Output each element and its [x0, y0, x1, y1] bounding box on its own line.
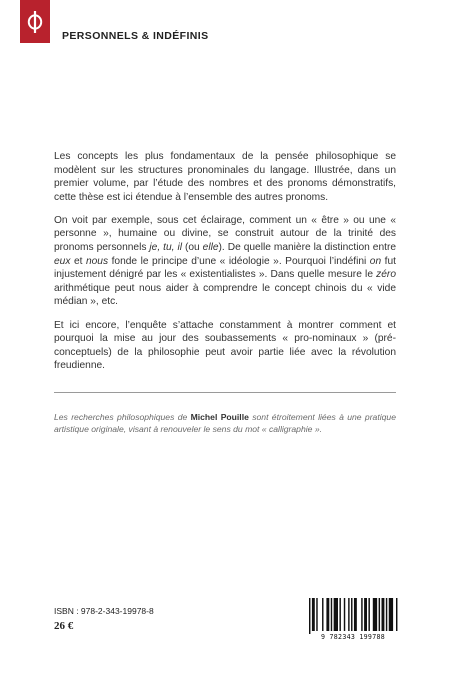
paragraph-2 [54, 214, 396, 309]
isbn-label: ISBN : 978-2-343-19978-8 [54, 606, 154, 616]
section-divider [54, 392, 396, 393]
author-name: Michel Pouille [190, 412, 249, 422]
text-run: fonde le principe d’une « idéologie ». Pourquoi l’indéfini [108, 255, 370, 267]
text-run: arithmétique peut nous aider à comprendre le concept chinois du « vide médian », etc. [54, 282, 396, 308]
paragraph-3: Et ici encore, l’enquête s’attache constamment à montrer comment et pourquoi la mise au jour des soubassements « pro-nominaux » (pré-conceptuels) de la philosophie peut avoir partie liée avec la révolution freudienne. [54, 319, 396, 372]
barcode-bars [305, 598, 401, 634]
italic-run: je, tu, il [149, 242, 182, 254]
italic-run: elle [202, 242, 219, 254]
text-run: (ou [181, 242, 203, 254]
text-run: On voit par exemple, sous cet éclairage, comment un « être » ou une « personne », humaine ou divine, se construit autour de la trinité des pronoms personnels [54, 214, 396, 254]
barcode-digits: 9 782343 199788 [320, 633, 386, 641]
text-run: ). De quelle manière la distinction entre [218, 242, 397, 254]
phi-logo-icon [26, 9, 44, 35]
text-run: fut injustement dénigré par les « existentialistes ». Dans quelle mesure le [54, 255, 396, 281]
barcode [305, 598, 401, 642]
bio-text: sont étroitement liées à une pratique artistique originale, visant à renouveler le sens du mot « calligraphie ». [54, 412, 396, 434]
publisher-logo [20, 0, 50, 43]
italic-run: on [369, 255, 382, 267]
bio-text: Les recherches philosophiques de [54, 412, 191, 422]
back-cover-text [54, 150, 396, 382]
series-title: PERSONNELS & INDÉFINIS [62, 30, 209, 42]
paragraph-1: Les concepts les plus fondamentaux de la pensée philosophique se modèlent sur les structures pronominales du langage. Illustrée, dans un premier volume, par l’étude des nombres et des pronoms démonstratifs, cette thèse est ici étendue à l’ensemble des autres pronoms. [54, 151, 396, 203]
italic-run: eux [54, 255, 71, 267]
author-bio [54, 411, 396, 435]
italic-run: nous [85, 255, 109, 267]
price-label: 26 € [54, 620, 74, 632]
italic-run: zéro [376, 269, 396, 281]
text-run: et [70, 255, 86, 267]
